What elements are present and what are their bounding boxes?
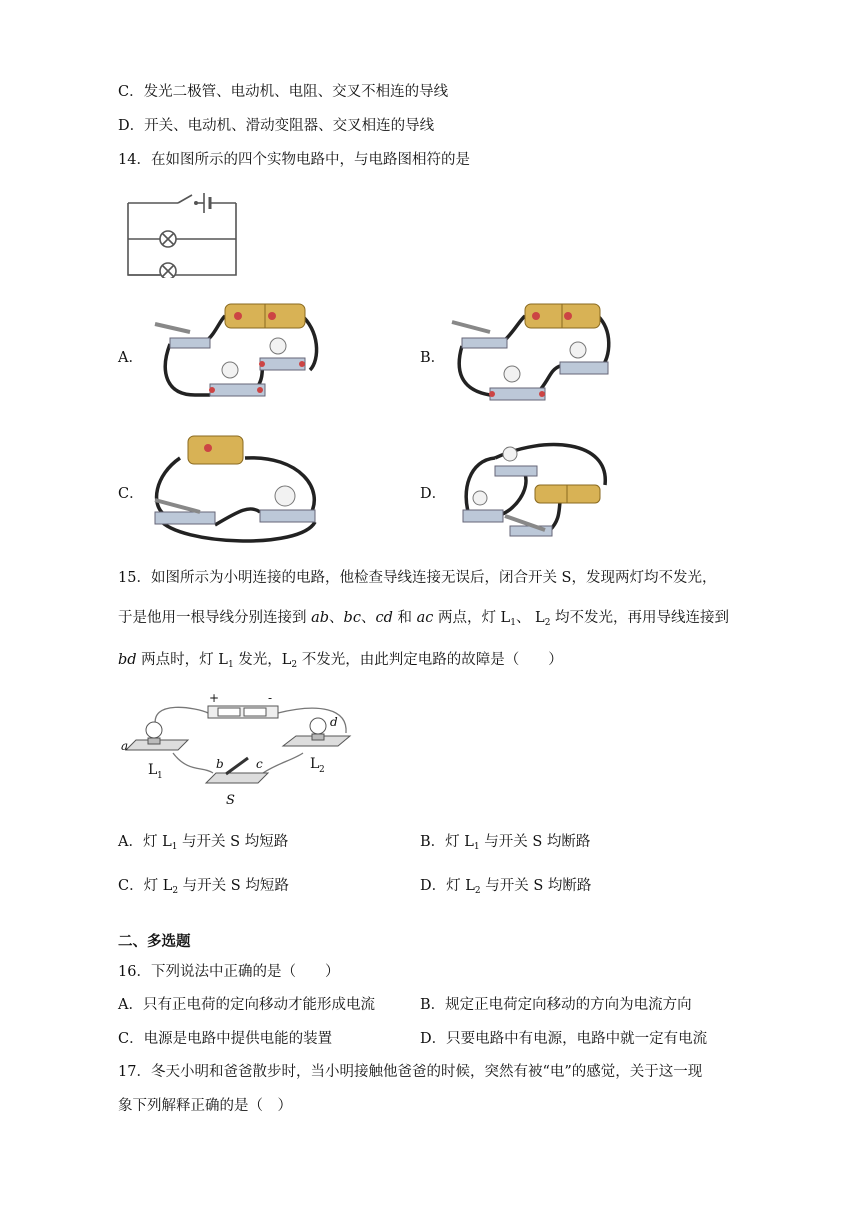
q15-option-text: D．灯 L: [420, 878, 475, 894]
q15-label-s: S: [226, 793, 235, 808]
q15-label-c: c: [256, 757, 263, 771]
q15-option-text: 与开关 S 均断路: [479, 834, 591, 850]
q15-text: 两点时，灯 L: [136, 652, 228, 668]
q15-label-l2: L: [310, 756, 320, 772]
q16-option-c[interactable]: C．电源是电路中提供电能的装置: [118, 1031, 333, 1047]
q15-text: 和: [392, 610, 417, 626]
q15-option-subscript: 2: [172, 886, 179, 896]
q13-option-c: C．发光二极管、电动机、电阻、交叉不相连的导线: [118, 84, 449, 100]
q15-option-d[interactable]: [420, 874, 591, 896]
q15-option-b[interactable]: [420, 830, 590, 852]
q14-option-a-image: [150, 300, 325, 405]
q13-option-d: D．开关、电动机、滑动变阻器、交叉相连的导线: [118, 118, 435, 134]
q16-stem: 16．下列说法中正确的是（ ）: [118, 964, 340, 980]
q15-option-subscript: 1: [473, 842, 480, 852]
q15-option-subscript: 2: [474, 886, 481, 896]
q15-option-a[interactable]: [118, 830, 288, 852]
q15-option-subscript: 1: [171, 842, 178, 852]
q15-label-d: d: [330, 715, 338, 729]
q15-subscript: 1: [510, 618, 516, 628]
q14-option-d-image: [455, 430, 625, 548]
q15-point-bc: bc: [343, 610, 361, 626]
q17-stem-line1: 17．冬天小明和爸爸散步时，当小明接触他爸爸的时候，突然有被“电”的感觉，关于这一现: [118, 1064, 703, 1080]
q14-option-c-image: [150, 430, 325, 550]
q14-circuit-diagram: [120, 183, 242, 278]
q15-subscript: 2: [544, 618, 551, 628]
q15-text: 、: [329, 610, 344, 626]
q14-stem: 14．在如图所示的四个实物电路中，与电路图相符的是: [118, 152, 470, 168]
q14-option-c-label[interactable]: C．: [118, 486, 144, 502]
q15-point-bd: bd: [118, 652, 137, 668]
q15-text: 两点，灯 L: [433, 610, 511, 626]
q15-subscript: 1: [227, 660, 234, 670]
q15-label-b: b: [216, 757, 224, 771]
q15-option-text: 与开关 S 均短路: [177, 834, 289, 850]
q14-option-a-label[interactable]: A．: [118, 350, 143, 366]
q15-text: 发光，L: [233, 652, 292, 668]
q15-text: 、: [360, 610, 376, 626]
q15-text: 、 L: [515, 610, 545, 626]
q15-point-ac: ac: [416, 610, 434, 626]
q16-option-d[interactable]: D．只要电路中有电源，电路中就一定有电流: [420, 1031, 708, 1047]
q15-label-l1-sub: 1: [157, 771, 163, 781]
q17-stem-line2: 象下列解释正确的是（ ）: [118, 1098, 292, 1114]
q15-label-l1: L: [148, 762, 158, 778]
q15-option-text: 与开关 S 均短路: [178, 878, 289, 894]
q15-option-text: B．灯 L: [420, 834, 474, 850]
q15-label-l2-sub: 2: [319, 765, 325, 775]
q15-point-ab: ab: [311, 610, 330, 626]
q15-circuit-figure: [118, 688, 368, 808]
q15-stem-line3: [118, 648, 563, 670]
q15-option-text: 与开关 S 均断路: [480, 878, 592, 894]
q15-battery-plus: +: [209, 691, 220, 705]
q15-stem-line1: 15．如图所示为小明连接的电路，他检查导线连接无误后，闭合开关 S，发现两灯均不发光，: [118, 570, 717, 586]
q15-point-cd: cd: [375, 610, 393, 626]
q15-battery-minus: -: [268, 691, 273, 705]
q16-option-a[interactable]: A．只有正电荷的定向移动才能形成电流: [118, 997, 375, 1013]
q15-option-text: C．灯 L: [118, 878, 173, 894]
q14-option-b-image: [450, 300, 620, 410]
q15-text: 均不发光，再用导线连接到: [550, 610, 730, 626]
q15-text: 不发光，由此判定电路的故障是（ ）: [297, 652, 563, 668]
q14-option-d-label[interactable]: D．: [420, 486, 447, 502]
q15-subscript: 2: [291, 660, 298, 670]
q15-text: 于是他用一根导线分别连接到: [118, 610, 312, 626]
q15-label-a: a: [121, 739, 129, 753]
q15-option-text: A．灯 L: [118, 834, 172, 850]
q15-option-c[interactable]: [118, 874, 289, 896]
q16-option-b[interactable]: B．规定正电荷定向移动的方向为电流方向: [420, 997, 692, 1013]
q15-stem-line2: [118, 606, 729, 628]
q14-option-b-label[interactable]: B．: [420, 350, 446, 366]
section-heading-multiple-choice: 二、多选题: [118, 933, 191, 950]
